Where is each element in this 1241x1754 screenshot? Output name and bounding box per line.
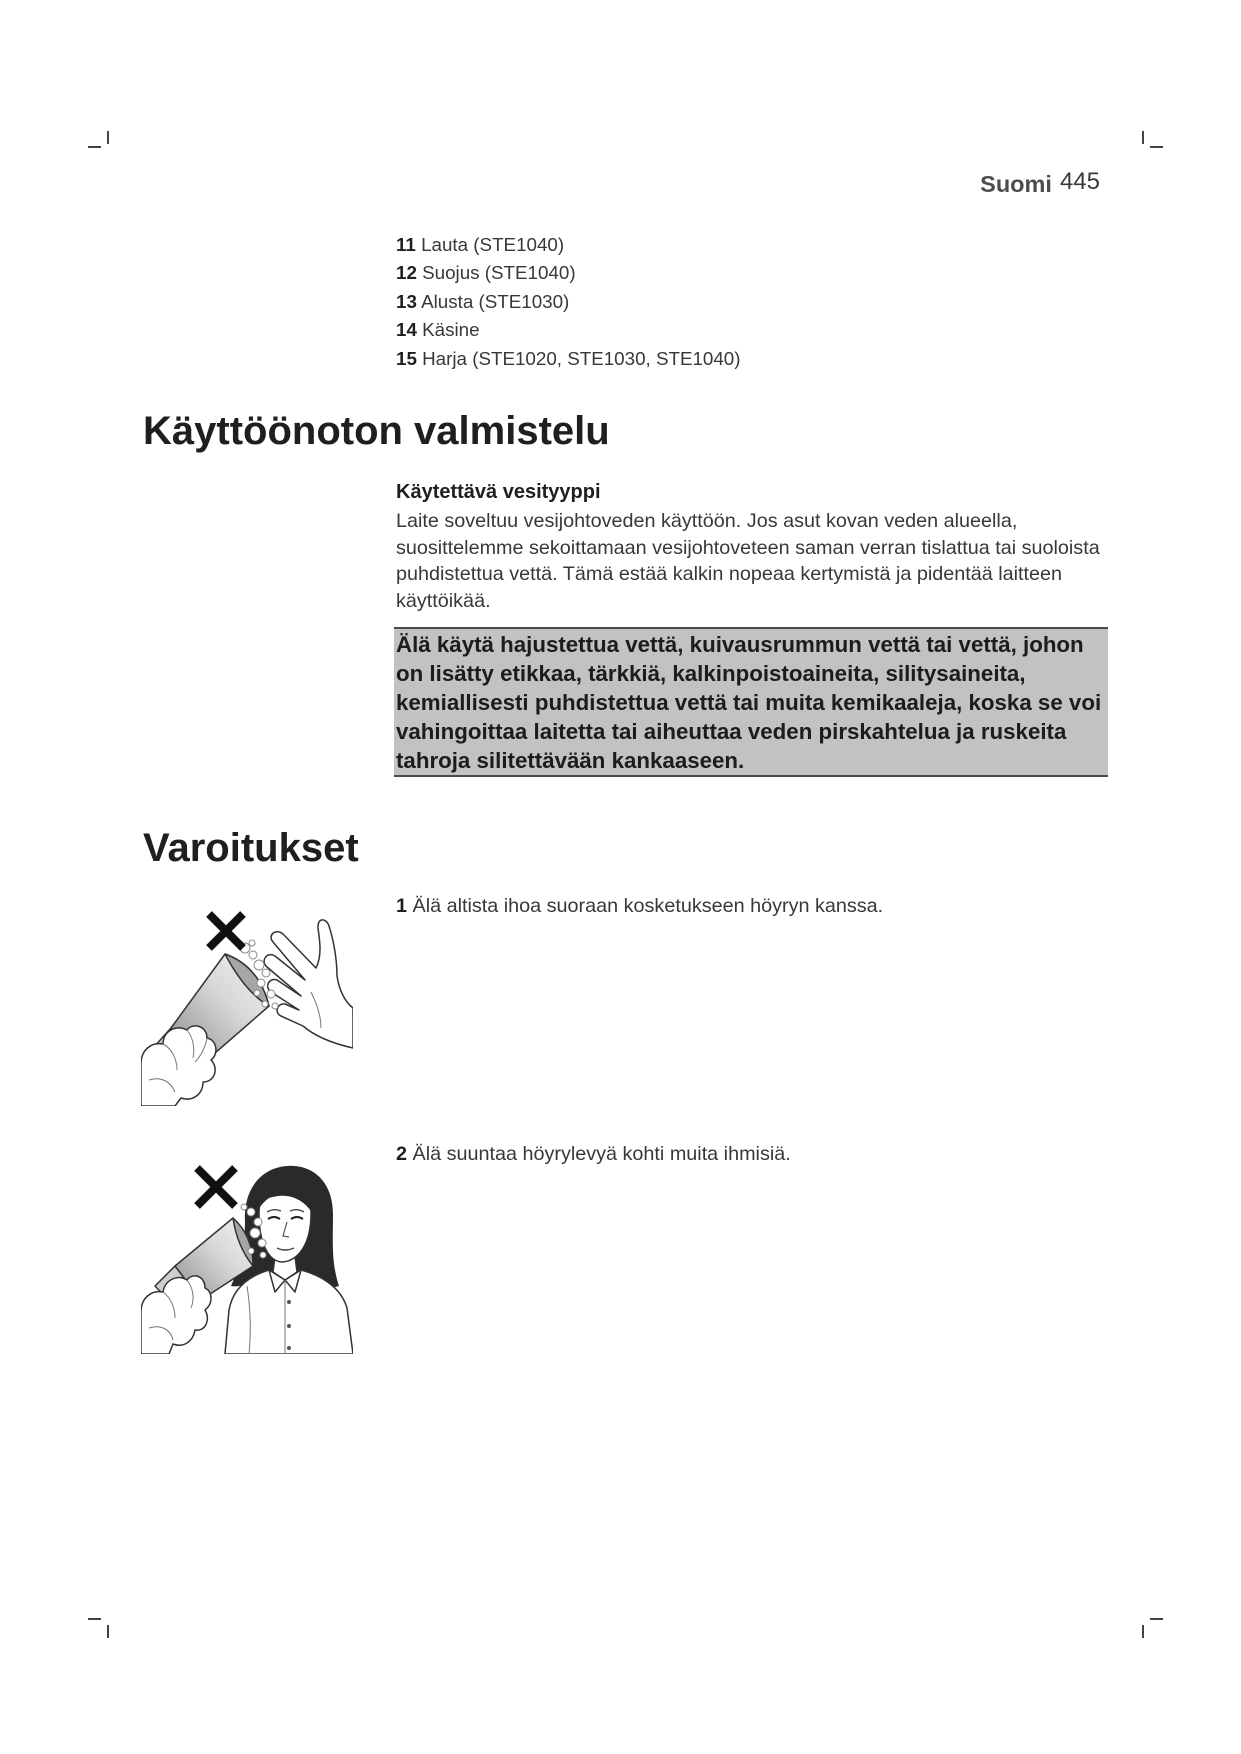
- warning-line: tahroja silitettävään kankaaseen.: [396, 748, 745, 773]
- parts-list: [396, 231, 741, 373]
- part-number: 12: [396, 262, 417, 284]
- part-number: 14: [396, 319, 417, 341]
- paragraph-line: puhdistettua vettä. Tämä estää kalkin nopeaa kertymistä ja pidentää laitteen: [396, 563, 1063, 586]
- warning-item-1: [396, 893, 883, 919]
- warning-item-text: Älä altista ihoa suoraan kosketukseen höyryn kanssa.: [412, 895, 884, 917]
- list-item: [396, 316, 741, 344]
- water-warning-box: [394, 627, 1108, 777]
- x-mark-icon: [197, 1168, 235, 1206]
- warning-line: on lisätty etikkaa, tärkkiä, kalkinpoistoaineita, silitysaineita,: [396, 661, 1026, 686]
- part-number: 15: [396, 347, 417, 369]
- list-item: [396, 259, 741, 287]
- section-heading-preparation: Käyttöönoton valmistelu: [143, 409, 610, 453]
- part-number: 11: [396, 234, 416, 255]
- water-type-paragraph: [396, 508, 1100, 614]
- warning-line: kemiallisesti puhdistettua vettä tai muita kemikaaleja, koska se voi: [396, 690, 1102, 715]
- crop-mark-top-right-v: [1142, 131, 1144, 144]
- shirt-button: [287, 1300, 291, 1304]
- holding-hand-icon: [141, 1026, 216, 1106]
- list-item: [396, 345, 741, 373]
- crop-mark-bottom-left-h: [88, 1618, 101, 1620]
- part-label: Alusta (STE1030): [421, 290, 570, 312]
- shirt-button: [287, 1324, 291, 1328]
- paragraph-line: käyttöikää.: [396, 589, 491, 612]
- illustration-steam-on-hand: [141, 908, 353, 1106]
- crop-mark-bottom-right-v: [1142, 1625, 1144, 1638]
- paragraph-line: suosittelemme sekoittamaan vesijohtoveteen saman verran tislattua tai suoloista: [396, 536, 1100, 559]
- subheading-water-type: Käytettävä vesityyppi: [396, 481, 601, 503]
- warning-line: Älä käytä hajustettua vettä, kuivausrummun vettä tai vettä, johon: [396, 632, 1084, 657]
- illustration-steam-at-person: [141, 1162, 353, 1354]
- list-item: [396, 231, 741, 259]
- holding-hand-icon: [141, 1276, 211, 1354]
- running-header: [980, 168, 1100, 204]
- crop-mark-top-right-h: [1150, 146, 1163, 148]
- warning-item-2: [396, 1141, 791, 1167]
- warning-item-number: 1: [396, 895, 408, 917]
- list-item: [396, 288, 741, 316]
- header-language: Suomi: [980, 171, 1052, 197]
- illustration-steam-at-person-svg: [141, 1162, 353, 1354]
- part-label: Lauta (STE1040): [421, 234, 565, 255]
- x-mark-icon: [209, 914, 243, 948]
- section-heading-warnings: Varoitukset: [143, 826, 359, 870]
- part-number: 13: [396, 290, 417, 312]
- warning-item-text: Älä suuntaa höyrylevyä kohti muita ihmisiä.: [412, 1143, 791, 1165]
- part-label: Harja (STE1020, STE1030, STE1040): [422, 347, 741, 369]
- warning-line: vahingoittaa laitetta tai aiheuttaa veden pirskahtelua ja ruskeita: [396, 719, 1067, 744]
- part-label: Suojus (STE1040): [422, 262, 576, 284]
- crop-mark-bottom-left-v: [107, 1625, 109, 1638]
- shirt-button: [287, 1346, 291, 1350]
- illustration-steam-on-hand-svg: [141, 908, 353, 1106]
- crop-mark-top-left-h: [88, 146, 101, 148]
- crop-mark-bottom-right-h: [1150, 1618, 1163, 1620]
- open-hand-icon: [264, 920, 353, 1048]
- part-label: Käsine: [422, 319, 480, 341]
- crop-mark-top-left-v: [107, 131, 109, 144]
- paragraph-line: Laite soveltuu vesijohtoveden käyttöön. Jos asut kovan veden alueella,: [396, 510, 1018, 532]
- page-number: 445: [1059, 168, 1100, 195]
- warning-item-number: 2: [396, 1143, 408, 1165]
